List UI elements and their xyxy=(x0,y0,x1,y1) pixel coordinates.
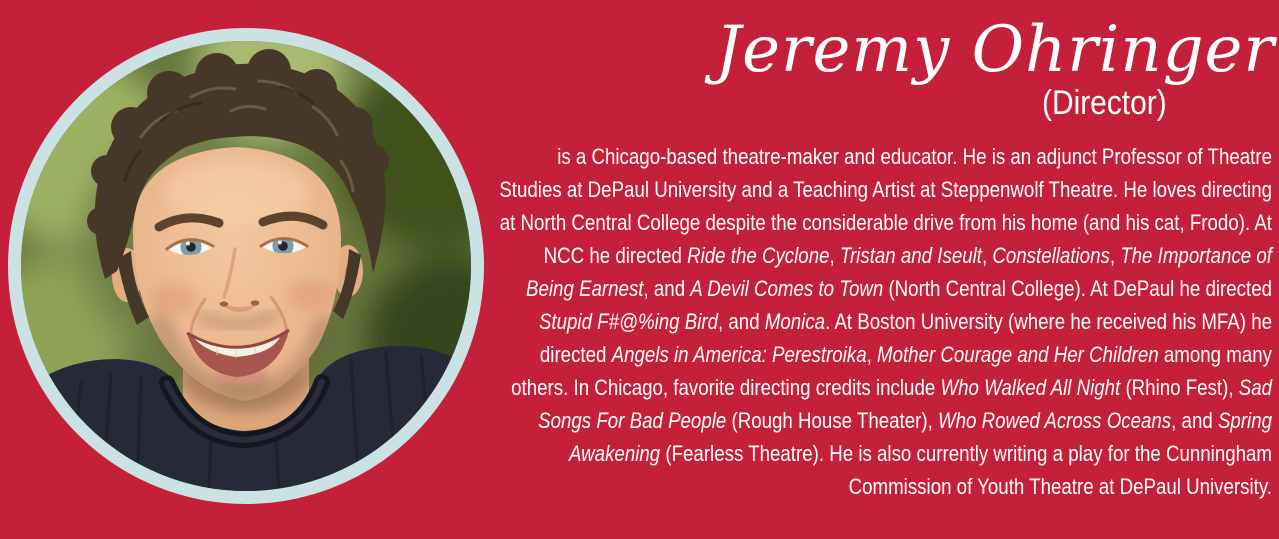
bio-text: . At Boston University (where he received his MFA) he directed xyxy=(539,309,1272,367)
bio-text: among many others. In Chicago, favorite directing credits include xyxy=(511,342,1272,400)
bio-text: , xyxy=(866,342,878,367)
bio-text: , xyxy=(981,243,993,268)
bio-text: , and xyxy=(643,276,691,301)
bio-text: , xyxy=(1109,243,1121,268)
bio-title-italic: Sad Songs For Bad People xyxy=(538,375,1272,433)
bio-text: , and xyxy=(1171,408,1218,433)
headshot-illustration xyxy=(21,41,471,491)
bio-text: is a Chicago-based theatre-maker and educator. He is an adjunct Professor of Theatre Studies at DePaul University and a Teaching Artist at Steppenwolf Theatre. He loves directing at North Central College despite the considerable drive from his home (and his cat, Frodo). At NCC he directed xyxy=(499,144,1272,268)
bio-title-italic: Ride the Cyclone xyxy=(687,243,830,268)
bio-text: , xyxy=(829,243,840,268)
bio-title-italic: Who Walked All Night xyxy=(940,375,1121,400)
bio-title-italic: Tristan and Iseult xyxy=(839,243,982,268)
bio-title-italic: Angels in America: Perestroika xyxy=(611,342,867,367)
bio-title-italic: Stupid F#@%ing Bird xyxy=(538,309,719,334)
profile-name: Jeremy Ohringer xyxy=(715,13,1275,87)
bio-text: (Rhino Fest), xyxy=(1120,375,1239,400)
bio-title-italic: Monica xyxy=(764,309,826,334)
bio-title-italic: Who Rowed Across Oceans xyxy=(938,408,1172,433)
bio-text: (Rough House Theater), xyxy=(726,408,939,433)
bio-title-italic: Constellations xyxy=(992,243,1110,268)
bio-title-italic: The Importance of Being Earnest xyxy=(526,243,1272,301)
profile-bio xyxy=(497,140,1272,503)
bio-text: , and xyxy=(718,309,765,334)
bio-title-italic: A Devil Comes to Town xyxy=(690,276,884,301)
bio-title-italic: Spring Awakening xyxy=(569,408,1272,466)
bio-title-italic: Mother Courage and Her Children xyxy=(877,342,1159,367)
profile-photo-ring xyxy=(8,28,484,504)
profile-role: (Director) xyxy=(1042,84,1167,122)
bio-text: (North Central College). At DePaul he directed xyxy=(883,276,1272,301)
bio-text: (Fearless Theatre). He is also currently writing a play for the Cunningham Commission of Youth Theatre at DePaul University. xyxy=(660,441,1272,499)
